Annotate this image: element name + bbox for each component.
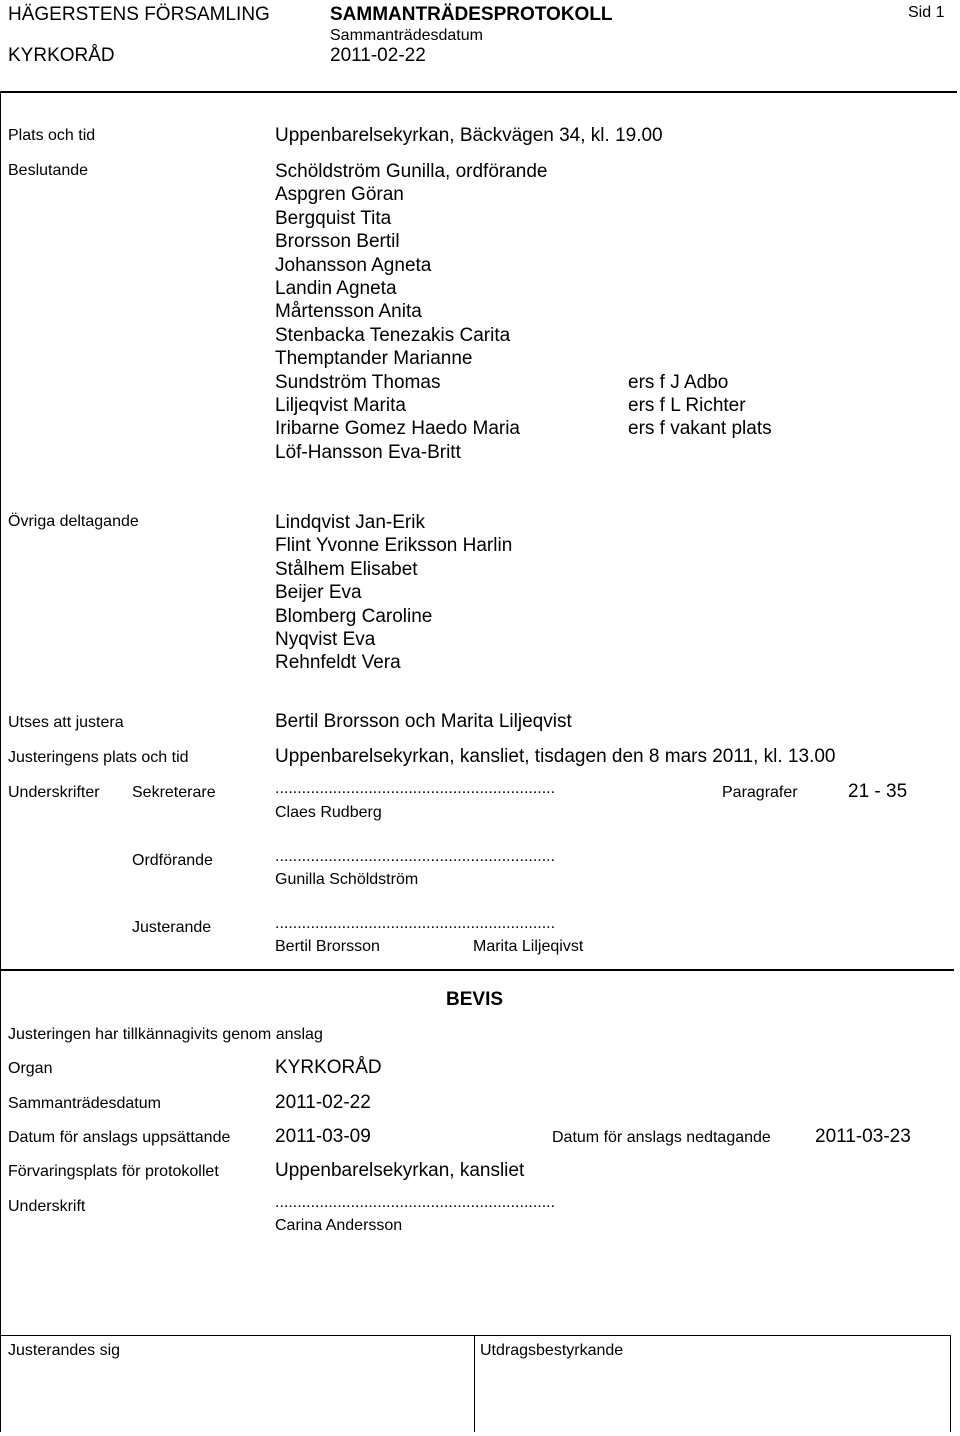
removed-date-value: 2011-03-23 [815, 1126, 911, 1147]
member-item: Iribarne Gomez Haedo Maria [275, 418, 520, 440]
participant-item: Beijer Eva [275, 582, 362, 604]
member-item: Stenbacka Tenezakis Carita [275, 324, 511, 346]
participant-item: Lindqvist Jan-Erik [275, 512, 425, 533]
member-item: Bergquist Tita [275, 207, 392, 229]
others-list [275, 511, 512, 675]
adjust-place-value: Uppenbarelsekyrkan, kansliet, tisdagen den 8 mars 2011, kl. 13.00 [275, 746, 836, 767]
adjusters-value: Bertil Brorsson och Marita Liljeqvist [275, 711, 572, 732]
secretary-signature-line: ............................................................... [275, 780, 556, 797]
substitutes-list [628, 371, 772, 441]
storage-value: Uppenbarelsekyrkan, kansliet [275, 1160, 525, 1181]
participant-item: Stålhem Elisabet [275, 558, 418, 580]
adjuster-initials-box: Justerandes sig [8, 1342, 121, 1359]
member-item: Liljeqvist Marita [275, 395, 406, 417]
substitute-item: ers f L Richter [628, 395, 746, 416]
participant-item: Rehnfeldt Vera [275, 652, 401, 674]
chair-label: Ordförande [132, 852, 213, 869]
chair-name: Gunilla Schöldström [275, 871, 419, 888]
organ-label: Organ [8, 1060, 53, 1077]
document-type: SAMMANTRÄDESPROTOKOLL [330, 4, 613, 25]
member-item: Landin Agneta [275, 278, 397, 300]
header-divider [0, 91, 957, 93]
posted-date-label: Datum för anslags uppsättande [8, 1129, 231, 1146]
secretary-label: Sekreterare [132, 784, 216, 801]
adjusters-label: Utses att justera [8, 714, 124, 731]
paragraphs-value: 21 - 35 [848, 781, 908, 802]
proof-divider [0, 969, 954, 971]
paragraphs-label: Paragrafer [722, 784, 798, 801]
member-item: Schöldström Gunilla, ordförande [275, 161, 548, 182]
signatures-label: Underskrifter [8, 784, 100, 801]
proof-intro: Justeringen har tillkännagivits genom anslag [8, 1026, 323, 1043]
adjuster-name-2: Marita Liljeqivst [473, 938, 584, 955]
removed-date-label: Datum för anslags nedtagande [552, 1129, 771, 1146]
secretary-name: Claes Rudberg [275, 804, 382, 821]
proof-date-value: 2011-02-22 [275, 1092, 371, 1113]
place-value: Uppenbarelsekyrkan, Bäckvägen 34, kl. 19.00 [275, 125, 663, 146]
footer-divider [474, 1335, 475, 1432]
adjuster-label: Justerande [132, 919, 212, 936]
date-label: Sammanträdesdatum [330, 27, 483, 44]
others-label: Övriga deltagande [8, 513, 139, 530]
signature-label: Underskrift [8, 1198, 86, 1215]
footer-right-border [950, 1335, 951, 1432]
signature-name: Carina Andersson [275, 1217, 403, 1234]
meeting-date: 2011-02-22 [330, 45, 426, 66]
proof-date-label: Sammanträdesdatum [8, 1095, 161, 1112]
participant-item: Blomberg Caroline [275, 605, 433, 627]
substitute-item: ers f vakant plats [628, 418, 772, 440]
adjust-place-label: Justeringens plats och tid [8, 749, 189, 766]
member-item: Themptander Marianne [275, 348, 473, 370]
participant-item: Nyqvist Eva [275, 629, 376, 651]
footer-top-line [0, 1335, 950, 1336]
member-item: Brorsson Bertil [275, 231, 400, 253]
adjuster-signature-line: ............................................................... [275, 915, 556, 932]
parish-name: HÄGERSTENS FÖRSAMLING [8, 4, 270, 25]
member-item: Löf-Hansson Eva-Britt [275, 441, 461, 463]
member-item: Mårtensson Anita [275, 301, 422, 323]
organ-value: KYRKORÅD [275, 1057, 382, 1078]
extract-certification-box: Utdragsbestyrkande [480, 1342, 624, 1359]
place-label: Plats och tid [8, 127, 96, 144]
member-item: Aspgren Göran [275, 184, 404, 206]
chair-signature-line: ............................................................... [275, 848, 556, 865]
storage-label: Förvaringsplats för protokollet [8, 1163, 219, 1180]
body-name: KYRKORÅD [8, 45, 115, 66]
deciding-label: Beslutande [8, 162, 89, 179]
member-item: Johansson Agneta [275, 254, 432, 276]
deciding-members-list [275, 160, 547, 464]
participant-item: Flint Yvonne Eriksson Harlin [275, 535, 513, 557]
page-number: Sid 1 [908, 4, 945, 21]
substitute-item: ers f J Adbo [628, 371, 729, 393]
proof-title: BEVIS [446, 989, 504, 1010]
member-item: Sundström Thomas [275, 371, 441, 393]
left-border [0, 91, 1, 1432]
posted-date-value: 2011-03-09 [275, 1126, 371, 1147]
adjuster-name-1: Bertil Brorsson [275, 938, 380, 955]
signature-line: ............................................................... [275, 1194, 556, 1211]
